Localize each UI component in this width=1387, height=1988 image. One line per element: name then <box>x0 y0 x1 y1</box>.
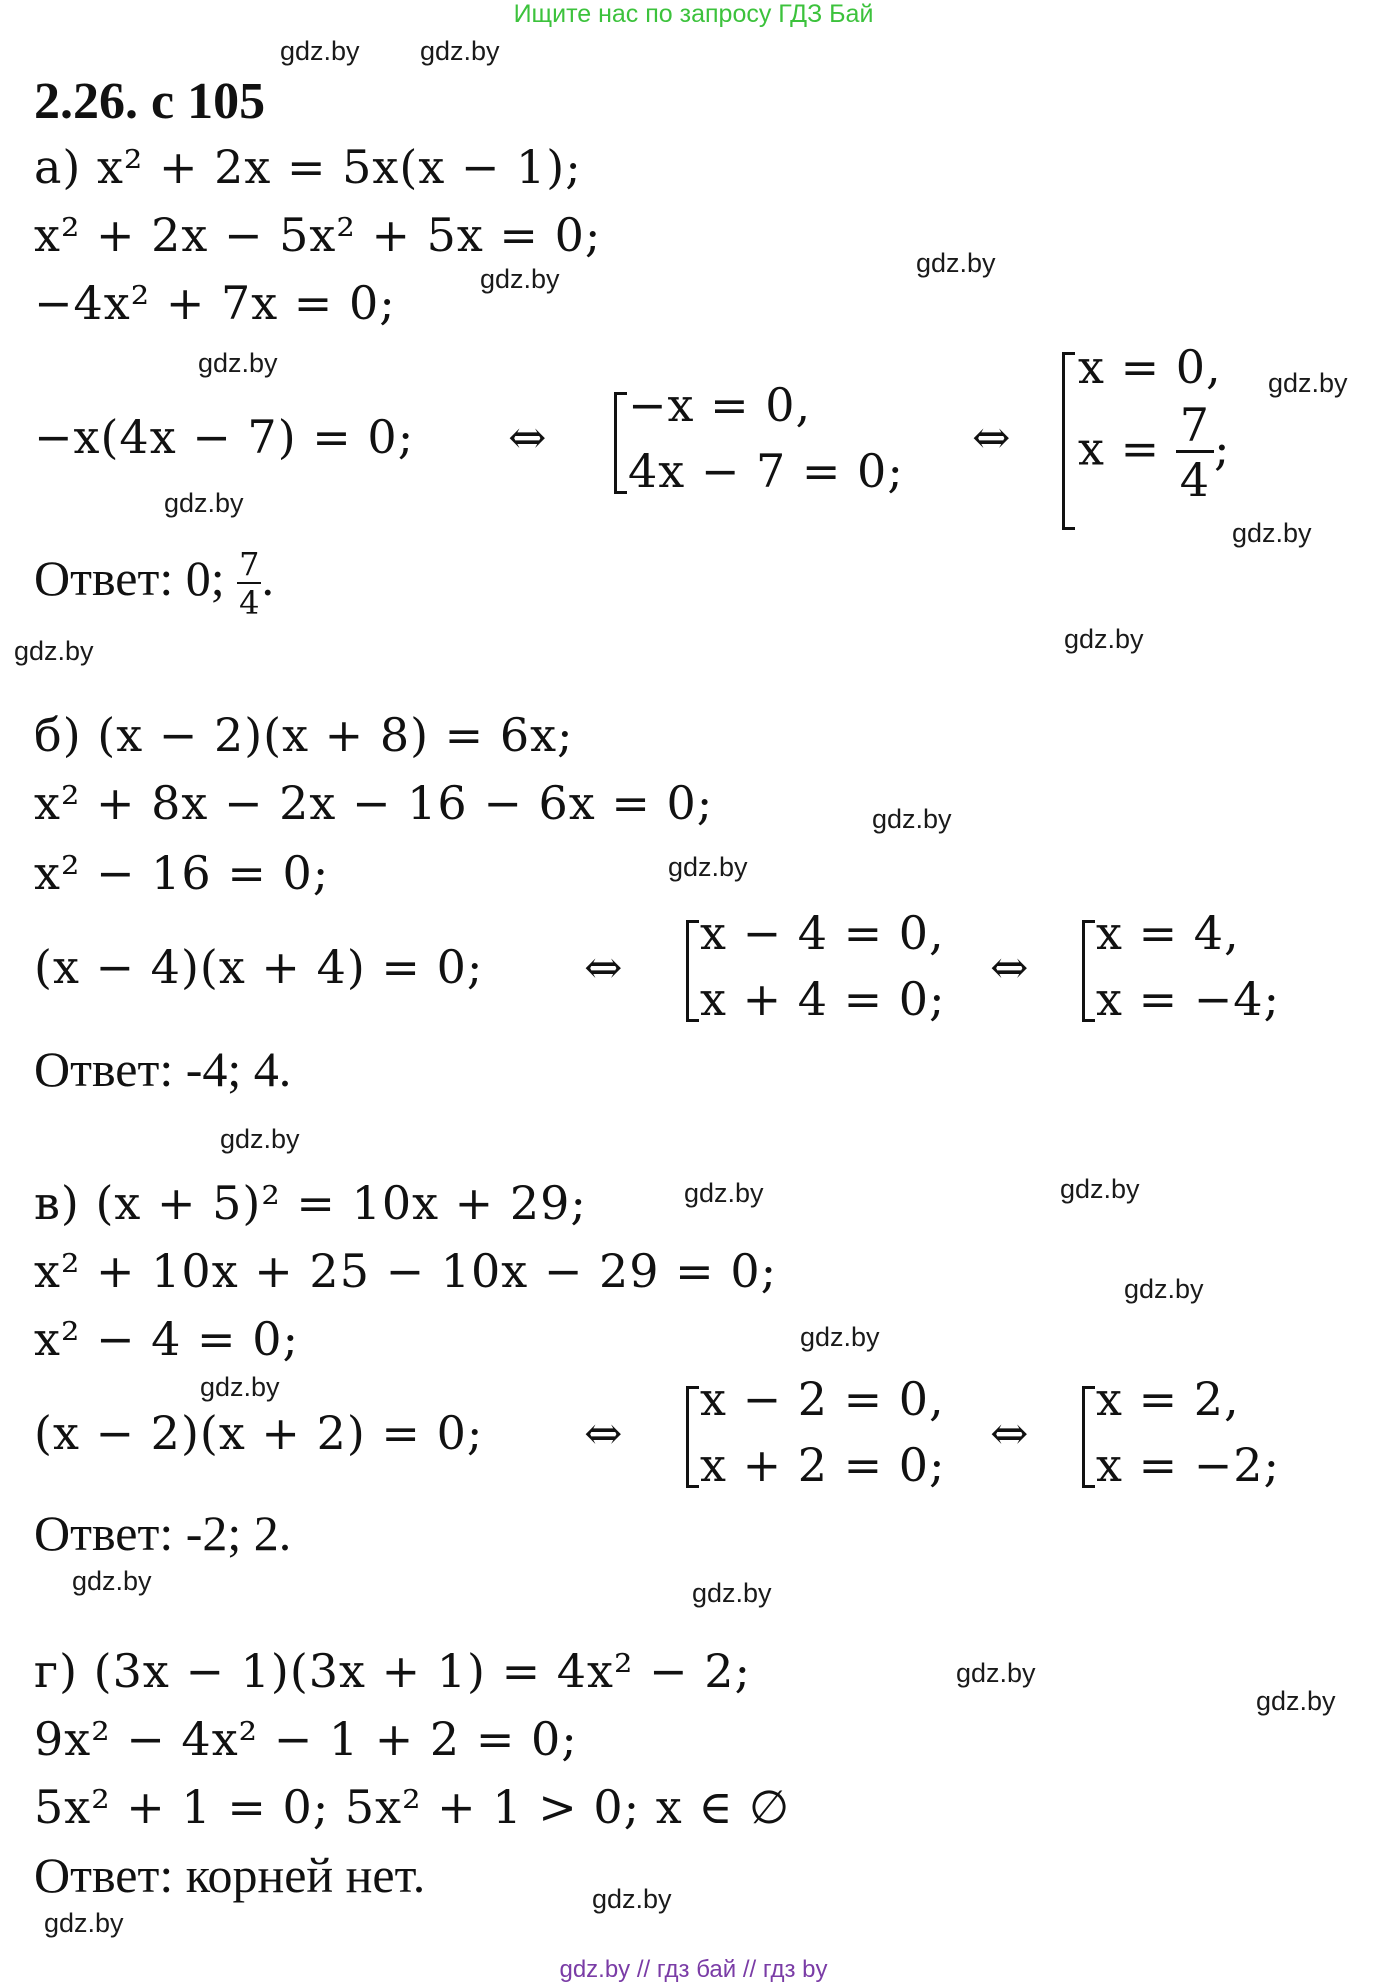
watermark: gdz.by <box>956 1658 1036 1688</box>
part-b-answer: Ответ: -4; 4. <box>34 1041 292 1097</box>
part-v-line-2: x² + 10x + 25 − 10x − 29 = 0; <box>34 1244 778 1298</box>
system-bracket <box>1062 352 1075 530</box>
part-b-line-2: x² + 8x − 2x − 16 − 6x = 0; <box>34 776 714 830</box>
watermark: gdz.by <box>1124 1274 1204 1304</box>
part-v-system-2-eq-1: x = 2, <box>1096 1372 1240 1426</box>
watermark: gdz.by <box>1064 624 1144 654</box>
system-bracket <box>1082 920 1095 1022</box>
part-b-system-2-eq-1: x = 4, <box>1096 906 1240 960</box>
fraction: $\frac{7}{4}$ <box>1176 402 1214 503</box>
part-a-line-4: −x(4x − 7) = 0; <box>34 410 415 464</box>
watermark: gdz.by <box>872 804 952 834</box>
watermark: gdz.by <box>1256 1686 1336 1716</box>
part-a-line-1: а) x² + 2x = 5x(x − 1); <box>34 140 582 194</box>
part-v-system-2-eq-2: x = −2; <box>1096 1438 1281 1492</box>
watermark: gdz.by <box>198 348 278 378</box>
part-b-line-1: б) (x − 2)(x + 8) = 6x; <box>34 708 574 762</box>
part-v-line-3: x² − 4 = 0; <box>34 1312 299 1366</box>
part-b-system-2-eq-2: x = −4; <box>1096 972 1281 1026</box>
part-a-line-3: −4x² + 7x = 0; <box>34 276 396 330</box>
part-g-line-3: 5x² + 1 = 0; 5x² + 1 > 0; x ∈ ∅ <box>34 1780 791 1834</box>
watermark: gdz.by <box>200 1372 280 1402</box>
part-b-line-4: (x − 4)(x + 4) = 0; <box>34 940 484 994</box>
equiv-symbol: ⇔ <box>508 410 548 464</box>
watermark: gdz.by <box>14 636 94 666</box>
watermark: gdz.by <box>44 1908 124 1938</box>
part-v-system-1-eq-1: x − 2 = 0, <box>700 1372 945 1426</box>
watermark: gdz.by <box>668 852 748 882</box>
part-g-line-2: 9x² − 4x² − 1 + 2 = 0; <box>34 1712 578 1766</box>
part-b-line-3: x² − 16 = 0; <box>34 846 330 900</box>
footer-links[interactable]: gdz.by // гдз бай // гдз by <box>559 1956 828 1983</box>
watermark: gdz.by <box>684 1178 764 1208</box>
watermark: gdz.by <box>800 1322 880 1352</box>
watermark: gdz.by <box>592 1884 672 1914</box>
part-a-solution-1: x = 0, <box>1078 340 1222 394</box>
equiv-symbol: ⇔ <box>990 1406 1030 1460</box>
system-bracket <box>686 1386 699 1488</box>
part-v-answer: Ответ: -2; 2. <box>34 1505 292 1561</box>
watermark: gdz.by <box>280 36 360 66</box>
watermark: gdz.by <box>692 1578 772 1608</box>
watermark: gdz.by <box>1268 368 1348 398</box>
watermark: gdz.by <box>164 488 244 518</box>
top-banner: Ищите нас по запросу ГДЗ Бай <box>513 0 874 28</box>
watermark: gdz.by <box>480 264 560 294</box>
part-v-line-1: в) (x + 5)² = 10x + 29; <box>34 1176 587 1230</box>
part-a-line-2: x² + 2x − 5x² + 5x = 0; <box>34 208 602 262</box>
part-b-system-1-eq-2: x + 4 = 0; <box>700 972 946 1026</box>
part-a-system-1-eq-2: 4x − 7 = 0; <box>628 444 904 498</box>
system-bracket <box>1082 1386 1095 1488</box>
equiv-symbol: ⇔ <box>584 1406 624 1460</box>
equiv-symbol: ⇔ <box>990 940 1030 994</box>
part-a-system-1-eq-1: −x = 0, <box>628 378 812 432</box>
watermark: gdz.by <box>420 36 500 66</box>
exercise-title: 2.26. с 105 <box>34 73 266 130</box>
part-v-line-4: (x − 2)(x + 2) = 0; <box>34 1406 484 1460</box>
part-b-system-1-eq-1: x − 4 = 0, <box>700 906 945 960</box>
part-a-answer: Ответ: 0; $\frac{7}{4}$ . <box>34 545 274 622</box>
part-a-solution-2: x = $\frac{7}{4}$ ; <box>1078 398 1231 507</box>
system-bracket <box>686 920 699 1022</box>
watermark: gdz.by <box>1232 518 1312 548</box>
part-v-system-1-eq-2: x + 2 = 0; <box>700 1438 946 1492</box>
equiv-symbol: ⇔ <box>584 940 624 994</box>
fraction: $\frac{7}{4}$ <box>239 545 260 622</box>
watermark: gdz.by <box>72 1566 152 1596</box>
part-g-line-1: г) (3x − 1)(3x + 1) = 4x² − 2; <box>34 1644 751 1698</box>
watermark: gdz.by <box>1060 1174 1140 1204</box>
equiv-symbol: ⇔ <box>972 410 1012 464</box>
watermark: gdz.by <box>916 248 996 278</box>
part-g-answer: Ответ: корней нет. <box>34 1847 426 1903</box>
watermark: gdz.by <box>220 1124 300 1154</box>
system-bracket <box>614 392 627 494</box>
